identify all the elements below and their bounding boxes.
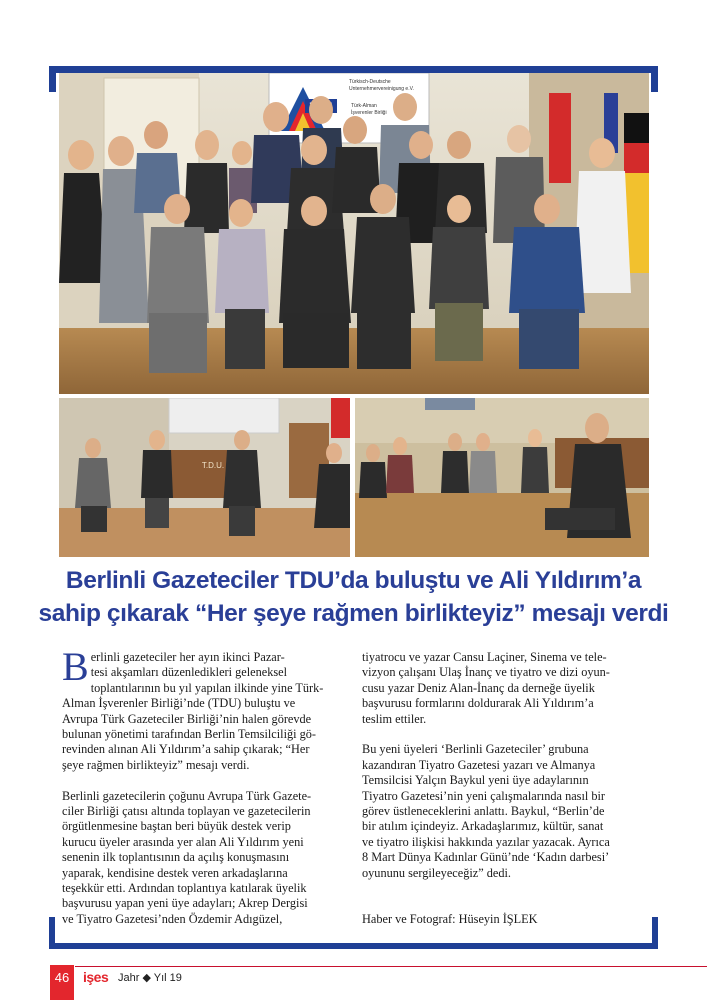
sign-tdu-podium: T.D.U. <box>201 461 225 470</box>
article-line: Alman İşverenler Birliği’nde (TDU) buluştu ve <box>62 696 296 711</box>
frame-corner-top-left <box>49 66 56 92</box>
issue-label: Jahr ◆ Yıl 19 <box>118 972 182 984</box>
magazine-logo: işes <box>83 969 109 985</box>
article-line: revinden alınan Ali Yıldırım’a sahip çıkarak; “Her <box>62 742 310 757</box>
sign-text-line-4: İşverenler Birliği <box>351 110 387 116</box>
paragraph-gap <box>62 773 345 788</box>
article-line: Bu yeni üyeleri ‘Berlinli Gazeteciler’ grubuna <box>362 742 589 757</box>
article-line: Berlinli gazetecilerin çoğunu Avrupa Türk Gazete- <box>62 788 312 803</box>
sign-text-line-3: Türk-Alman <box>351 103 377 109</box>
article-line: ciler Birliği çatısı altında toplayan ve gazetecilerin <box>62 804 311 819</box>
article-line: 8 Mart Dünya Kadınlar Günü’nde ‘Kadın darbesi’ <box>362 850 610 865</box>
article-line: tesi akşamları düzenledikleri geleneksel <box>90 665 288 680</box>
article-line: toplantılarının bu yıl yapılan ilkinde yine Türk- <box>90 680 324 695</box>
frame-corner-top-right <box>651 66 658 92</box>
article-line: teslim ettiler. <box>362 711 427 726</box>
sign-text-line-2: Unternehmervereinigung e.V. <box>349 86 414 92</box>
article-line: bulunan yönetimi tarafından Berlin Temsilciliği gö- <box>62 727 317 742</box>
article-line: örgütlenmesine baştan beri büyük destek verip <box>62 819 291 834</box>
article-line: ve Tiyatro Gazetesi’nden Özdemir Adıgüzel, <box>62 911 283 926</box>
article-column-right <box>362 650 644 927</box>
article-line: tiyatrocu ve yazar Cansu Laçiner, Sinema ve tele- <box>362 650 607 664</box>
article-line: başvurusu yapan yeni üye adayları; Akrep Dergisi <box>62 896 308 911</box>
article-line: kurucu üyeler arasında yer alan Ali Yıldırım yeni <box>62 834 304 849</box>
drop-cap: B <box>62 644 89 689</box>
article-line: başvurusu formlarını doldurarak Ali Yıldırım’a <box>362 696 594 711</box>
headline-line-1: Berlinli Gazeteciler TDU’da buluştu ve Ali Yıldırım’a <box>65 567 642 594</box>
sign-text-line-1: Türkisch-Deutsche <box>349 79 391 85</box>
article-line: Tiyatro Gazetesi’nin yeni çalışmalarında nasıl bir <box>362 788 606 803</box>
article-line: kazandıran Tiyatro Gazetesi yazarı ve Almanya <box>362 757 596 772</box>
article-line: şeye rağmen birlikteyiz” mesajı verdi. <box>62 757 250 772</box>
frame-top-bar <box>49 66 658 73</box>
article-line: ve tiyatro ilişkisi hakkında yazılar yazacak. Ayrıca <box>362 834 610 849</box>
article-line: yaparak, kendisine destek veren arkadaşlarına <box>62 865 288 880</box>
article-line: teşekkür etti. Ardından toplantıya katılarak üyelik <box>62 881 307 896</box>
paragraph-gap <box>362 881 644 896</box>
article-line: bir atılım içindeyiz. Arkadaşlarımız, kültür, sanat <box>362 819 604 834</box>
article-column-left <box>62 644 345 927</box>
footer-rule <box>75 966 707 967</box>
article-line: Avrupa Türk Gazeteciler Birliği’nin halen görevde <box>62 711 312 726</box>
paragraph-gap <box>362 896 644 911</box>
article-line: Haber ve Fotograf: Hüseyin İŞLEK <box>362 911 538 926</box>
page-number: 46 <box>50 965 74 1000</box>
article-line: senenin ilk toplantısının da açılış konuşmasını <box>62 850 290 865</box>
article-line: erlinli gazeteciler her ayın ikinci Pazar- <box>90 650 285 664</box>
article-headline <box>0 564 707 630</box>
article-line: Temsilcisi Yalçın Baykul yeni üye adaylarının <box>362 773 589 788</box>
meeting-photo-right <box>355 398 649 557</box>
meeting-photo-left <box>59 398 350 557</box>
group-photo <box>59 73 649 394</box>
article-line: görev üstleneceklerini anlattı. Baykul, “Berlin’de <box>362 804 605 819</box>
frame-bottom-bar <box>49 943 658 949</box>
paragraph-gap <box>362 727 644 742</box>
headline-line-2: sahip çıkarak “Her şeye rağmen birlikteyiz” mesajı verdi <box>38 600 669 627</box>
article-line: cusu yazar Deniz Alan-İnanç da derneğe üyelik <box>362 680 595 695</box>
article-line: vizyon çalışanı Ulaş İnanç ve tiyatro ve dizi oyun- <box>362 665 610 680</box>
article-line: oyununu sergileyeceğiz” dedi. <box>362 865 511 880</box>
